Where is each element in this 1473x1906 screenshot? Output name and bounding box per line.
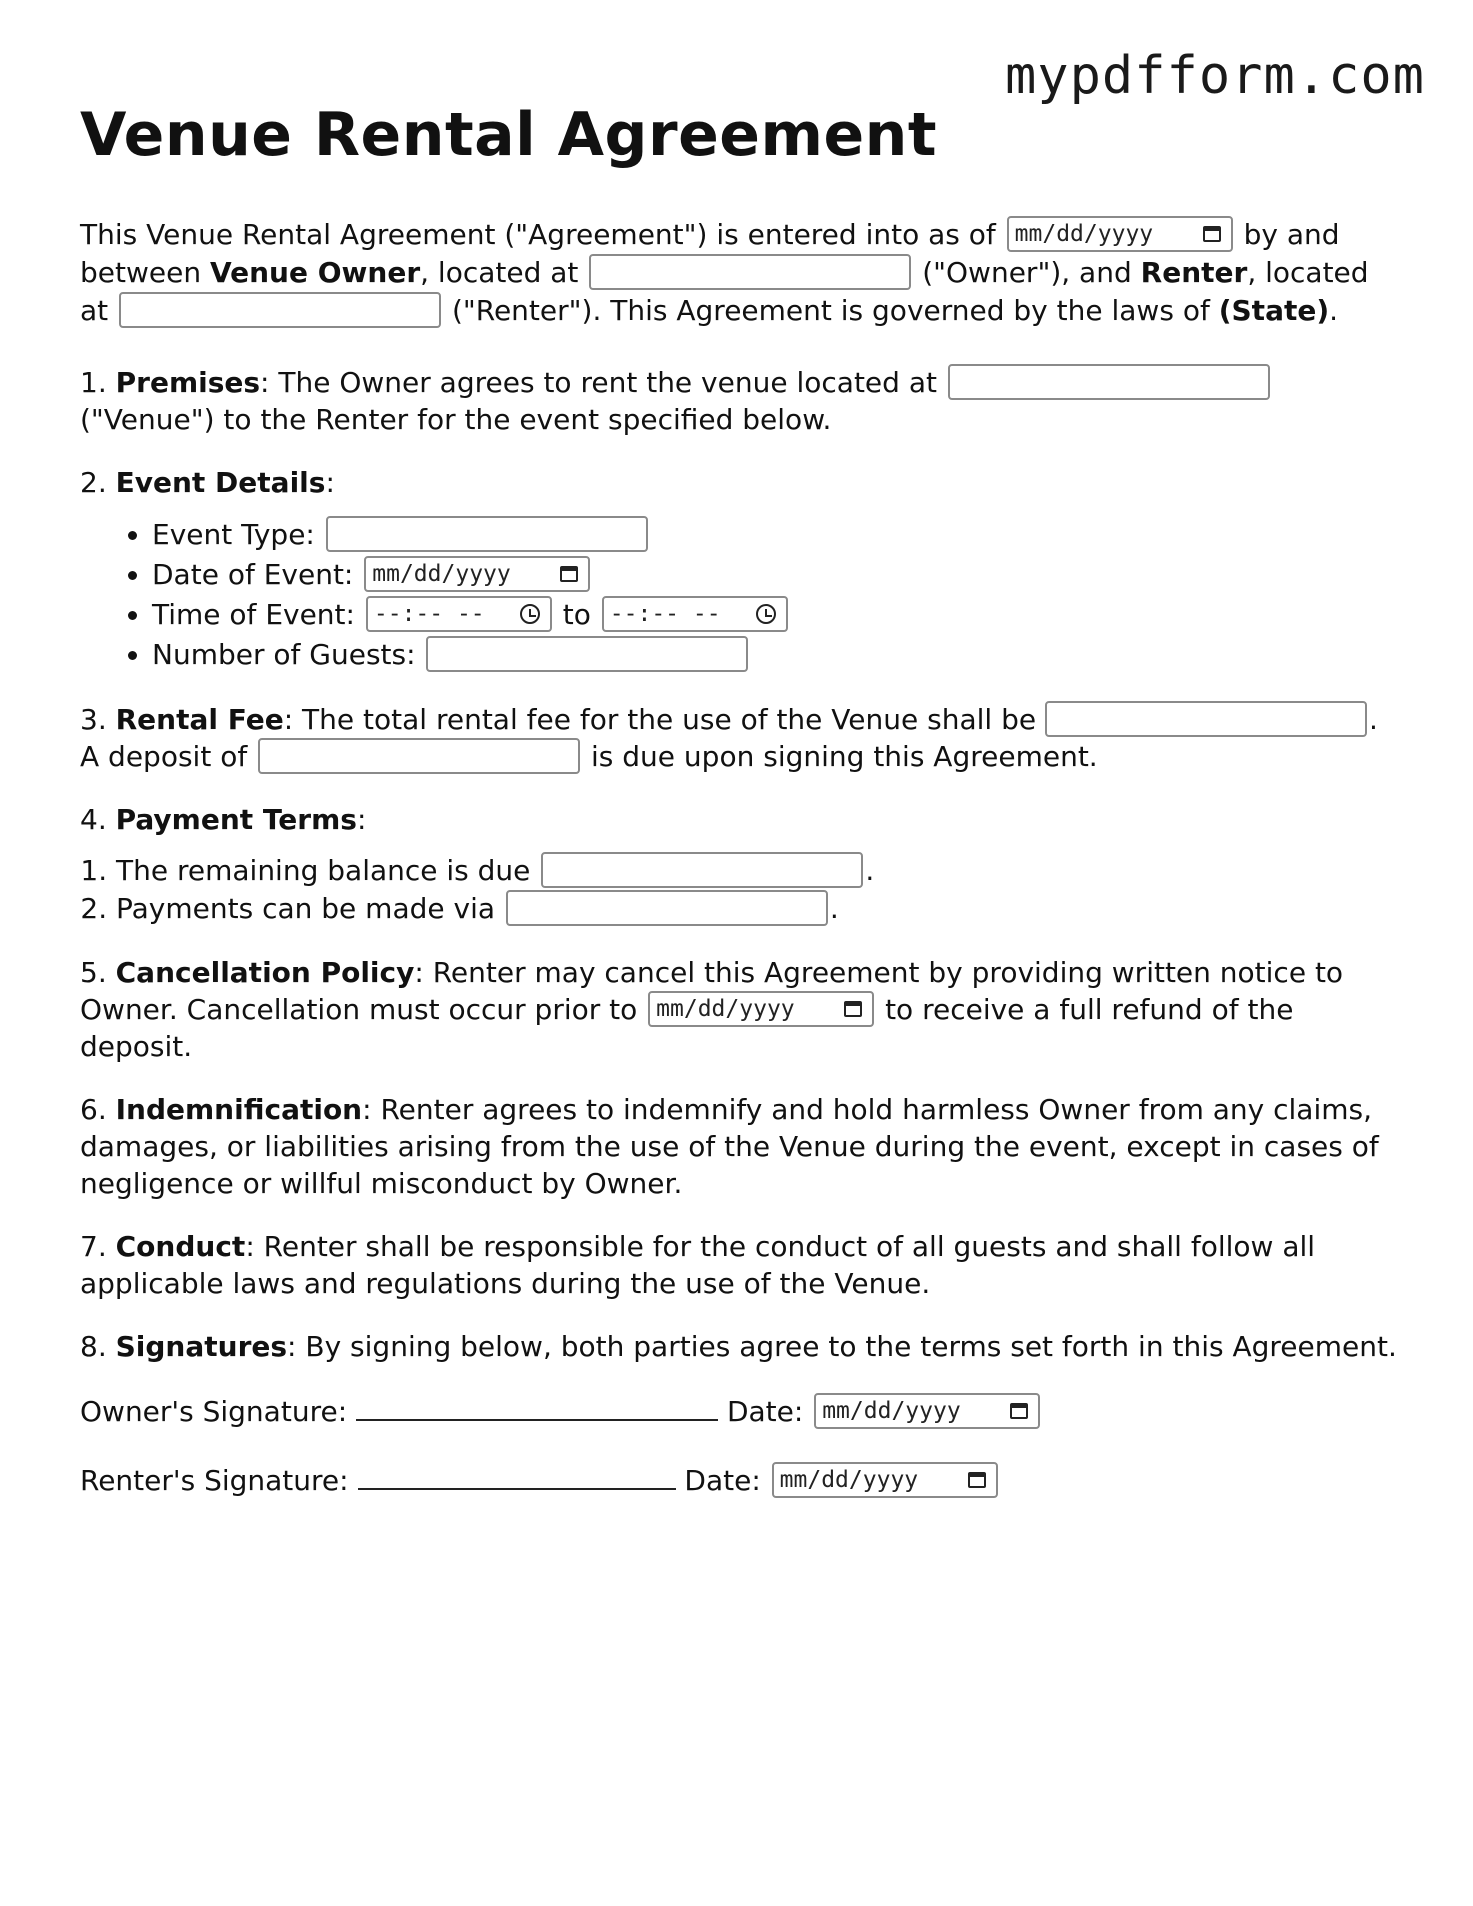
renter-label: Renter [1140,256,1248,289]
section-text: : Renter may cancel this Agreement by providing written notice to Owner. Cancellation must occur prior to [80,956,1344,1026]
section-text: to receive a full refund of the deposit. [80,993,1294,1063]
date-placeholder: mm/dd/yyyy [779,1467,919,1493]
intro-text: ("Renter"). This Agreement is governed by the laws of [451,294,1210,327]
rental-fee-input[interactable] [1045,701,1367,737]
section-heading: Event Details [115,466,326,499]
section-heading: Indemnification [115,1093,363,1126]
owner-label: Venue Owner [209,256,421,289]
time-placeholder: --:-- -- [609,601,721,627]
calendar-icon [844,1001,862,1017]
list-item [152,515,1400,555]
balance-due-input[interactable] [541,852,863,888]
owner-signature-line[interactable] [356,1391,718,1421]
owner-signature-date-input[interactable] [814,1393,1040,1429]
section-text: : The total rental fee for the use of the Venue shall be [283,703,1037,736]
intro-text: This Venue Rental Agreement ("Agreement") is entered into as of [80,218,996,251]
event-type-label: Event Type: [152,518,315,551]
cancellation-date-input[interactable] [648,991,874,1027]
list-item [116,890,1400,928]
intro-paragraph [80,216,1400,330]
list-item [152,555,1400,595]
section-event-details [80,464,1400,501]
page-title: Venue Rental Agreement [80,100,938,170]
state-label: (State) [1218,294,1330,327]
section-text: . [865,854,875,887]
date-label: Date: [684,1464,761,1497]
calendar-icon [1203,226,1221,242]
watermark: mypdfform.com [1005,46,1425,106]
section-text: : [356,803,367,836]
event-date-input[interactable] [364,556,590,592]
payment-method-label: Payments can be made via [116,892,496,925]
calendar-icon [560,566,578,582]
clock-icon [756,604,776,624]
guests-input[interactable] [426,636,748,672]
section-text: : The Owner agrees to rent the venue located at [260,366,937,399]
section-text: : Renter shall be responsible for the conduct of all guests and shall follow all applicable laws and regulations during the use of the Venue. [80,1230,1316,1300]
section-premises [80,364,1400,438]
section-payment-terms [80,801,1400,838]
agreement-document [80,100,1400,1529]
calendar-icon [1010,1403,1028,1419]
guests-label: Number of Guests: [152,638,416,671]
event-time-label: Time of Event: [152,598,355,631]
date-label: Date: [726,1395,804,1428]
intro-text: by and between [80,218,1340,289]
time-placeholder: --:-- -- [373,601,485,627]
renter-signature-label: Renter's Signature: [80,1464,349,1497]
section-cancellation [80,954,1400,1065]
section-heading: Signatures [115,1330,288,1363]
intro-text: , located at [80,256,1369,327]
section-number: 4. [80,803,107,836]
owner-signature-row [80,1391,1400,1432]
section-number: 5. [80,956,107,989]
event-date-label: Date of Event: [152,558,354,591]
section-heading: Conduct [115,1230,246,1263]
section-heading: Premises [115,366,261,399]
renter-signature-row [80,1460,1400,1501]
section-rental-fee [80,701,1400,775]
section-number: 3. [80,703,107,736]
end-time-input[interactable] [602,596,788,632]
to-label: to [562,598,591,631]
renter-address-input[interactable] [119,292,441,328]
owner-address-input[interactable] [589,254,911,290]
event-type-input[interactable] [326,516,648,552]
section-text: ("Venue") to the Renter for the event specified below. [80,403,832,436]
section-text: . [829,892,839,925]
section-text: is due upon signing this Agreement. [591,740,1098,773]
section-text: . A deposit of [80,703,1378,773]
balance-due-label: The remaining balance is due [116,854,531,887]
section-heading: Cancellation Policy [115,956,415,989]
event-details-list [80,515,1400,675]
section-conduct [80,1228,1400,1302]
section-heading: Rental Fee [115,703,284,736]
start-time-input[interactable] [366,596,552,632]
date-placeholder: mm/dd/yyyy [372,561,511,587]
section-text: : By signing below, both parties agree to the terms set forth in this Agreement. [287,1330,1397,1363]
venue-address-input[interactable] [948,364,1270,400]
deposit-input[interactable] [258,738,580,774]
section-heading: Payment Terms [115,803,357,836]
section-number: 1. [80,366,107,399]
section-text: : [325,466,335,499]
agreement-date-input[interactable] [1007,216,1233,252]
calendar-icon [968,1472,986,1488]
intro-text: . [1329,294,1339,327]
section-number: 2. [80,466,107,499]
owner-signature-label: Owner's Signature: [80,1395,348,1428]
list-item [152,595,1400,635]
section-signatures [80,1328,1400,1365]
clock-icon [520,604,540,624]
renter-signature-date-input[interactable] [772,1462,998,1498]
section-indemnification [80,1091,1400,1202]
section-number: 6. [80,1093,107,1126]
section-text: : Renter agrees to indemnify and hold harmless Owner from any claims, damages, or liabilities arising from the use of the Venue during the event, except in cases of negligence or willful misconduct by Owner. [80,1093,1379,1200]
payment-terms-list [80,852,1400,928]
list-item [116,852,1400,890]
date-placeholder: mm/dd/yyyy [656,995,795,1022]
date-placeholder: mm/dd/yyyy [822,1398,961,1424]
renter-signature-line[interactable] [358,1460,676,1490]
intro-text: , located at [420,256,579,289]
date-placeholder: mm/dd/yyyy [1014,221,1154,247]
payment-method-input[interactable] [506,890,828,926]
intro-text: ("Owner"), and [922,256,1132,289]
section-number: 8. [80,1330,107,1363]
section-number: 7. [80,1230,107,1263]
list-item [152,635,1400,675]
